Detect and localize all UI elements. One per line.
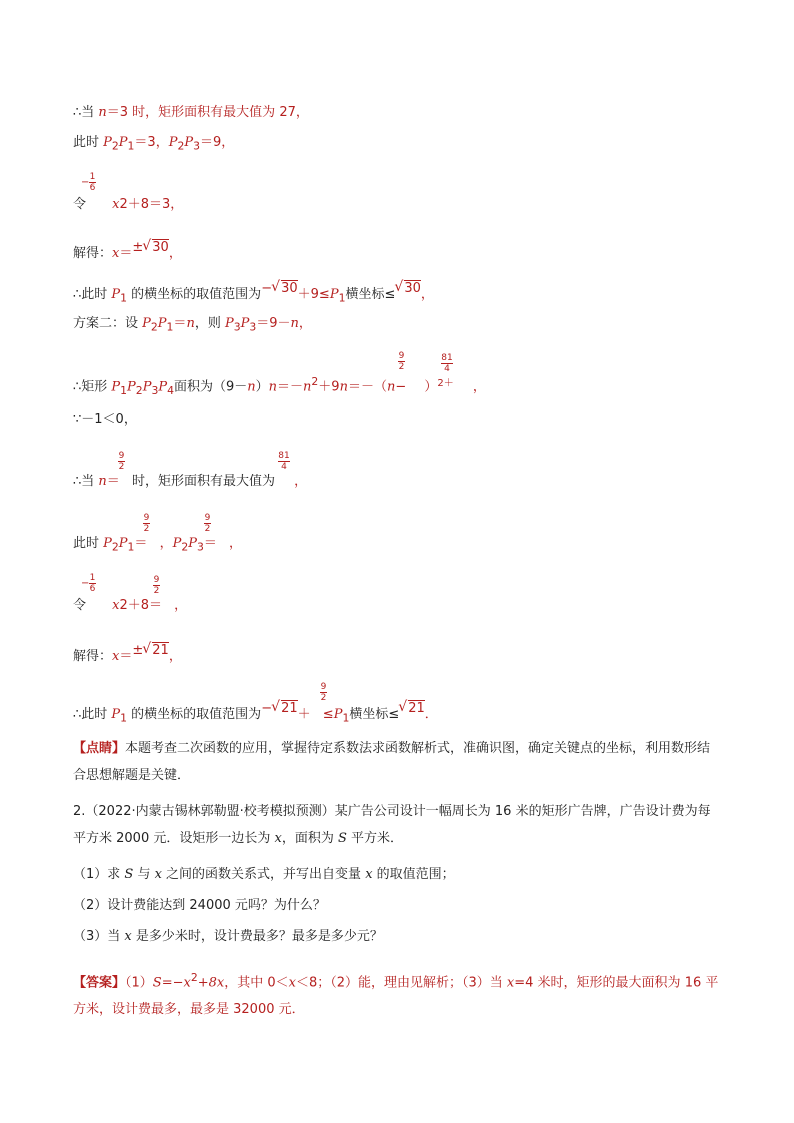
- var-s: S: [337, 831, 347, 846]
- var-x: x: [365, 867, 373, 882]
- var-x: x: [112, 649, 120, 664]
- fraction-9-2: 9 2: [143, 513, 150, 534]
- text: ∴当: [73, 105, 99, 120]
- fraction-9-2: 9 2: [153, 575, 160, 596]
- formula: +8x: [197, 975, 225, 991]
- text: ＝9－: [256, 316, 291, 331]
- sub: 2: [150, 320, 158, 334]
- sub: 1: [127, 139, 135, 153]
- minus-sign: −: [395, 379, 407, 395]
- solution-line-1: [73, 104, 309, 122]
- fraction-1-6: − 1 6: [81, 573, 96, 594]
- text: （3）当: [73, 929, 125, 944]
- sub: 3: [196, 540, 204, 554]
- text: ＝－: [277, 379, 304, 395]
- var-n: n: [268, 379, 278, 395]
- text: 解得：: [73, 246, 113, 261]
- var-n: n: [247, 379, 256, 395]
- text: 是多少米时，设计费最多？最多是多少元？: [131, 929, 383, 944]
- text: ，: [168, 649, 182, 664]
- var: P: [158, 379, 168, 395]
- numerator: 1: [89, 172, 96, 182]
- fraction-9-2: 9 2: [398, 351, 405, 372]
- plus-minus: ±√ 30: [132, 240, 168, 255]
- text: 令: [73, 598, 91, 613]
- denominator: 6: [89, 183, 96, 193]
- sub: 1: [342, 711, 350, 725]
- text: ＝: [119, 246, 133, 261]
- var: P: [111, 287, 121, 302]
- var-n: n: [186, 316, 195, 331]
- var: P: [157, 316, 167, 331]
- text: ∵－1＜0，: [73, 412, 137, 427]
- var: P: [142, 316, 151, 331]
- question-text: ，面积为: [281, 831, 338, 846]
- question-text: 某广告公司设计一幅周长为 16 米的矩形广告牌，广告设计费为每平方米 2000 元．设矩形一边长为: [73, 804, 711, 846]
- text: 的取值范围；: [372, 867, 455, 882]
- answer-tag: 【答案】: [73, 975, 126, 991]
- text: （1）求: [73, 867, 125, 882]
- var: P: [168, 135, 178, 150]
- question-number: 2.: [73, 804, 86, 819]
- question-text: 平方米．: [346, 831, 404, 846]
- sqrt: √ 21: [399, 701, 425, 716]
- solution-line-4: [73, 240, 182, 263]
- text: 的横坐标的取值范围为: [127, 287, 262, 302]
- solution-line-5: [73, 281, 434, 308]
- text: ）: [255, 379, 269, 395]
- var-x: x: [288, 975, 296, 991]
- var: P: [329, 287, 339, 302]
- text: ，: [159, 536, 173, 551]
- text: 方案二：设: [73, 316, 143, 331]
- sub: 1: [166, 320, 174, 334]
- text: ，: [174, 598, 188, 613]
- text: （2）设计费能达到 24000 元吗？为什么？: [73, 898, 326, 913]
- neg-sqrt: −√ 21: [261, 701, 297, 716]
- text: 的横坐标的取值范围为: [127, 707, 262, 722]
- var-x: x: [506, 975, 515, 991]
- text: ＜8；（2）能，理由见解析；（3）当: [295, 975, 507, 991]
- text: ∴此时: [73, 287, 112, 302]
- text: 之间的函数关系式，并写出自变量: [161, 867, 366, 882]
- sqrt: √ 30: [395, 281, 421, 296]
- sup: 2: [311, 375, 319, 388]
- text: ，: [472, 379, 486, 395]
- question-2: [73, 798, 723, 852]
- var-n: n: [303, 379, 312, 395]
- sub: 2: [177, 139, 185, 153]
- var: P: [184, 135, 194, 150]
- text: ＝: [173, 316, 187, 331]
- sub-question-3: [73, 928, 383, 946]
- answer-paragraph: [73, 964, 723, 1023]
- text: 横坐标≤: [349, 707, 400, 722]
- text: ＝9，: [199, 135, 235, 150]
- text: ）: [424, 379, 438, 395]
- comment-text: 本题考查二次函数的应用，掌握待定系数法求函数解析式，准确识图，确定关键点的坐标，利用数形结合思想解题是关键．: [73, 741, 711, 783]
- text: 令: [73, 197, 91, 212]
- text: ＋: [297, 707, 311, 722]
- plus-minus-sqrt: ±√ 21: [132, 643, 168, 658]
- minus-sign: −: [81, 177, 90, 188]
- var: P: [111, 379, 121, 395]
- text: ＝3，: [134, 135, 169, 150]
- var: P: [240, 316, 250, 331]
- solution-line-7: [73, 351, 486, 400]
- var-n: n: [98, 474, 107, 489]
- var: P: [103, 135, 112, 150]
- sub: 1: [120, 711, 128, 725]
- text: ＝－（: [347, 379, 387, 395]
- var: P: [118, 536, 128, 551]
- fraction: [81, 172, 96, 193]
- text: 此时: [73, 536, 104, 551]
- text: ＝: [134, 536, 148, 551]
- var-n: n: [386, 379, 396, 395]
- sub: 4: [167, 383, 174, 397]
- text: 2＋8＝: [119, 598, 163, 613]
- text: 解得：: [73, 649, 113, 664]
- solution-line-11: [73, 573, 188, 615]
- solution-line-2: [73, 134, 234, 156]
- sub: 2: [111, 139, 119, 153]
- solution-line-8: [73, 411, 137, 429]
- var-n: n: [339, 379, 348, 395]
- sub-question-1: [73, 866, 455, 884]
- sub: 1: [338, 291, 346, 305]
- sub: 1: [120, 291, 128, 305]
- solution-line-10: [73, 513, 243, 557]
- sub: 3: [233, 320, 241, 334]
- question-source: （2022·内蒙古锡林郭勒盟·校考模拟预测）: [85, 804, 335, 819]
- var: P: [118, 135, 128, 150]
- comment-paragraph: [73, 735, 723, 789]
- neg-sqrt: −√ 30: [261, 281, 297, 296]
- text: ∴当: [73, 474, 99, 489]
- sub: 1: [127, 540, 135, 554]
- text: 横坐标≤: [345, 287, 396, 302]
- var: P: [111, 707, 121, 722]
- text: 与: [133, 867, 155, 882]
- sub: 3: [193, 139, 200, 153]
- text: ≤: [322, 707, 334, 722]
- sub: 3: [151, 383, 159, 397]
- text: ，: [168, 246, 182, 261]
- sub: 2: [181, 540, 189, 554]
- sqrt: √ 30: [143, 239, 169, 257]
- var-x: x: [112, 197, 120, 212]
- text: （1）: [125, 975, 153, 991]
- var-n: n: [290, 316, 299, 331]
- sub: 1: [120, 383, 128, 397]
- text: ＝: [203, 536, 217, 551]
- text: ，: [420, 287, 434, 302]
- sub-question-2: [73, 897, 326, 915]
- var: P: [103, 536, 112, 551]
- var: P: [224, 316, 234, 331]
- text: 此时: [73, 135, 104, 150]
- text: ∴此时: [73, 707, 112, 722]
- var: P: [188, 536, 197, 551]
- var-n: n: [98, 105, 107, 120]
- text: 2＋8＝3，: [119, 197, 184, 212]
- sub: 2: [111, 540, 119, 554]
- text: 2＋: [437, 378, 454, 390]
- text: ＋9≤: [297, 287, 330, 302]
- text: 时，矩形面积有最大值为: [131, 474, 275, 489]
- var-x: x: [112, 246, 120, 261]
- text: =4 米时，矩形的最大面积为 16 平方米，设计费最多，最多是 32000 元．: [73, 975, 719, 1018]
- var: P: [172, 536, 182, 551]
- var-s: S: [124, 867, 134, 882]
- solution-line-9: [73, 451, 308, 491]
- var-x: x: [124, 929, 132, 944]
- fraction-81-4: 81 4: [278, 451, 290, 472]
- formula: S=−x: [152, 975, 191, 991]
- text: ＝: [119, 649, 133, 664]
- text: ＝3 时，矩形面积有最大值为 27，: [106, 105, 309, 120]
- var-x: x: [112, 598, 120, 613]
- text: ＋9: [318, 379, 340, 395]
- var-x: x: [154, 867, 162, 882]
- fraction-9-2: 9 2: [320, 682, 327, 703]
- text: ，: [298, 316, 312, 331]
- comment-tag: 【点睛】: [73, 741, 126, 756]
- var: P: [142, 379, 152, 395]
- solution-line-13: [73, 682, 438, 728]
- text: ，: [294, 474, 308, 489]
- solution-line-6: [73, 315, 312, 337]
- text: ＝: [106, 474, 120, 489]
- text: 面积为（9－: [173, 379, 248, 395]
- fraction-9-2: 9 2: [204, 513, 211, 534]
- sub: 3: [249, 320, 257, 334]
- fraction-9-2: 9 2: [118, 451, 125, 472]
- text: ，: [229, 536, 243, 551]
- var-x: x: [274, 831, 282, 846]
- text: ，其中 0＜: [224, 975, 289, 991]
- var: P: [127, 379, 136, 395]
- sub: 2: [135, 383, 143, 397]
- var: P: [333, 707, 343, 722]
- text: ．: [424, 707, 438, 722]
- text: ∴矩形: [73, 379, 112, 395]
- sup: 2: [190, 971, 198, 984]
- solution-line-12: [73, 643, 182, 666]
- text: ，则: [194, 316, 225, 331]
- fraction-81-4: 81 4: [441, 353, 453, 374]
- solution-line-3: [73, 172, 184, 214]
